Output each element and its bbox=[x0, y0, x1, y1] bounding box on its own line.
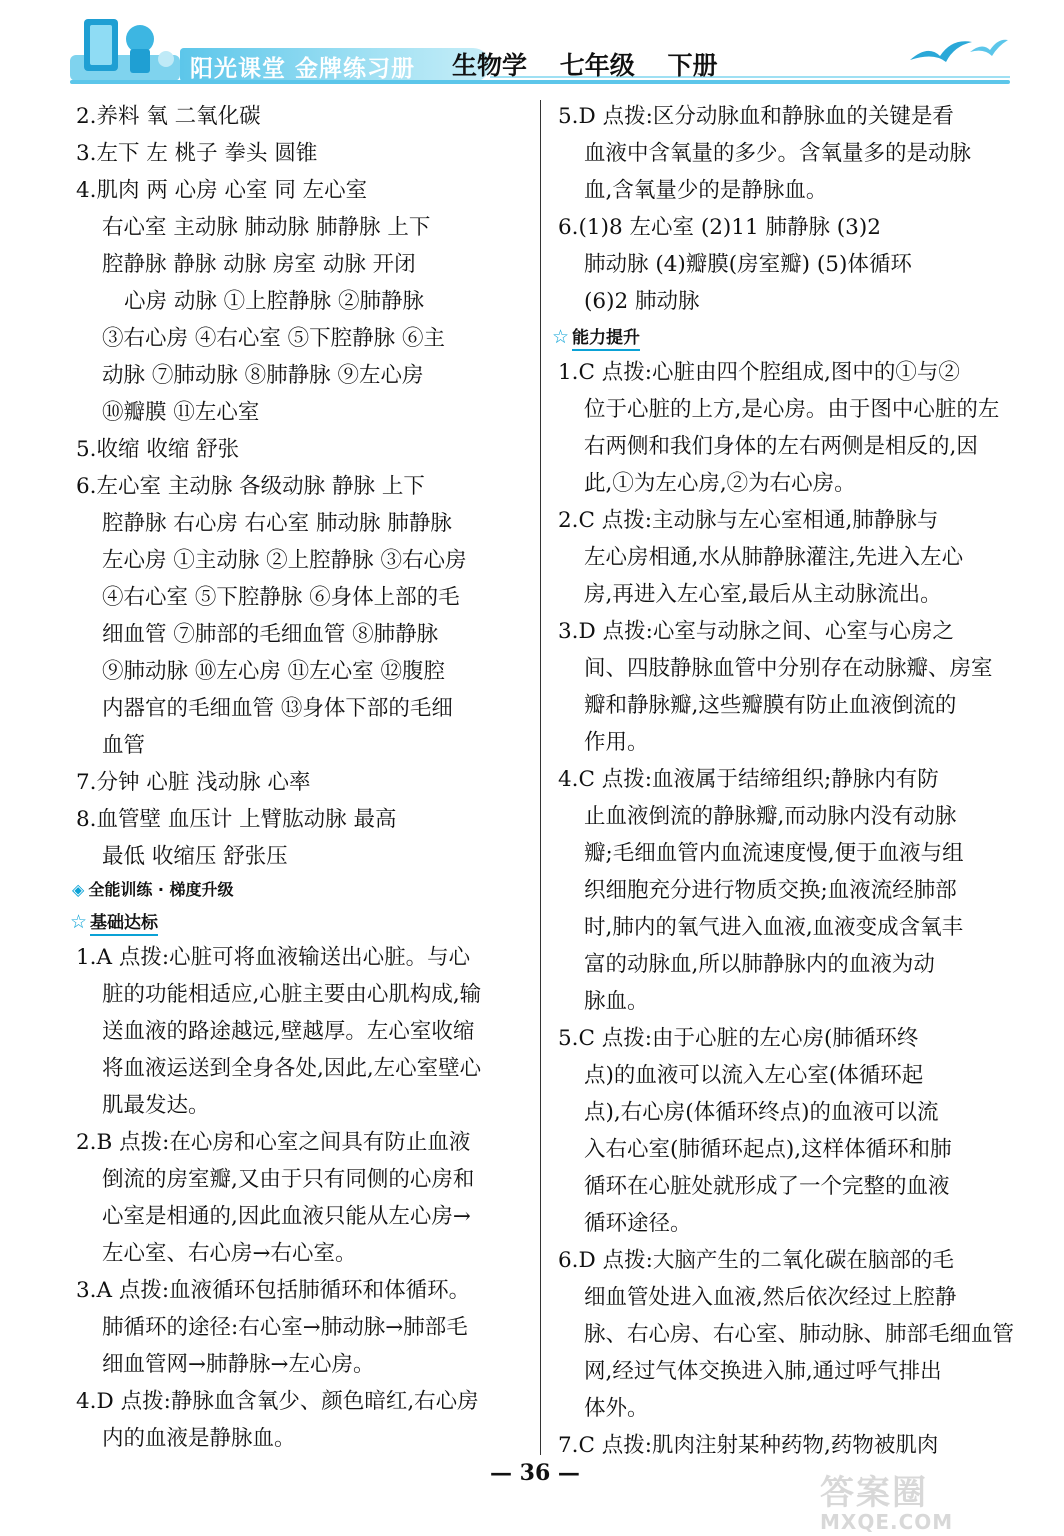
answer-line: 2.B 点拨:在心房和心室之间具有防止血液 bbox=[76, 1130, 471, 1155]
watermark-bottom: MXQE.COM bbox=[820, 1510, 954, 1534]
answer-line: 位于心脏的上方,是心房。由于图中心脏的左 bbox=[584, 397, 1000, 422]
answer-line: 细血管 ⑦肺部的毛细血管 ⑧肺静脉 bbox=[102, 622, 439, 647]
answer-line: 脉血。 bbox=[584, 989, 649, 1014]
answer-line: 入右心室(肺循环起点),这样体循环和肺 bbox=[584, 1137, 952, 1162]
page-number: — 36 — bbox=[490, 1460, 580, 1486]
answer-line: 2.C 点拨:主动脉与左心室相通,肺静脉与 bbox=[558, 508, 939, 533]
answer-list-fill bbox=[76, 98, 536, 875]
diamond-icon: ◈ bbox=[72, 880, 85, 899]
answer-line: 4.C 点拨:血液属于结缔组织;静脉内有防 bbox=[558, 767, 939, 792]
brand-title: 阳光课堂 金牌练习册 bbox=[190, 56, 416, 82]
answer-line: 4.肌肉 两 心房 心室 同 左心室 bbox=[76, 178, 368, 203]
answer-line: 送血液的路途越远,壁越厚。左心室收缩 bbox=[102, 1019, 475, 1044]
answer-line: 点)的血液可以流入左心室(体循环起 bbox=[584, 1063, 924, 1088]
answer-line: 细血管网→肺静脉→左心房。 bbox=[102, 1352, 375, 1377]
answer-line: ⑩瓣膜 ⑪左心室 bbox=[102, 400, 260, 425]
answer-line: (6)2 肺动脉 bbox=[584, 289, 700, 314]
answer-line: ⑨肺动脉 ⑩左心房 ⑪左心室 ⑫腹腔 bbox=[102, 659, 446, 684]
answer-line: 肺动脉 (4)瓣膜(房室瓣) (5)体循环 bbox=[584, 252, 912, 277]
answer-line: 血液中含氧量的多少。含氧量多的是动脉 bbox=[584, 141, 972, 166]
answer-line: 6.D 点拨:大脑产生的二氧化碳在脑部的毛 bbox=[558, 1248, 954, 1273]
volume-name: 下册 bbox=[667, 51, 718, 80]
answer-line: 此,①为左心房,②为右心房。 bbox=[584, 471, 856, 496]
answer-line: 最低 收缩压 舒张压 bbox=[102, 844, 288, 869]
birds-icon bbox=[900, 30, 1010, 70]
answer-line: 3.A 点拨:血液循环包括肺循环和体循环。 bbox=[76, 1278, 471, 1303]
answer-line: 腔静脉 静脉 动脉 房室 动脉 开闭 bbox=[102, 252, 416, 277]
answer-line: 富的动脉血,所以肺静脉内的血液为动 bbox=[584, 952, 935, 977]
right-column bbox=[552, 98, 1020, 1464]
answer-line: 8.血管壁 血压计 上臂肱动脉 最高 bbox=[76, 807, 397, 832]
answer-line: 血,含氧量少的是静脉血。 bbox=[584, 178, 828, 203]
answer-list-basic bbox=[76, 939, 536, 1457]
section-basic-heading: ☆ 基础达标 bbox=[70, 905, 536, 939]
answer-line: 3.左下 左 桃子 拳头 圆锥 bbox=[76, 141, 318, 166]
answer-line: 倒流的房室瓣,又由于只有同侧的心房和 bbox=[102, 1167, 475, 1192]
answer-line: 瓣和静脉瓣,这些瓣膜有防止血液倒流的 bbox=[584, 693, 957, 718]
answer-line: ③右心房 ④右心室 ⑤下腔静脉 ⑥主 bbox=[102, 326, 446, 351]
answer-line: 脏的功能相适应,心脏主要由心肌构成,输 bbox=[102, 982, 482, 1007]
book-logo-icon bbox=[70, 15, 180, 81]
answer-line: 6.左心室 主动脉 各级动脉 静脉 上下 bbox=[76, 474, 425, 499]
answer-line: 5.C 点拨:由于心脏的左心房(肺循环终 bbox=[558, 1026, 919, 1051]
answer-line: 5.D 点拨:区分动脉血和静脉血的关键是看 bbox=[558, 104, 954, 129]
answer-line: 将血液运送到全身各处,因此,左心室壁心 bbox=[102, 1056, 482, 1081]
section-strip: ◈ 全能训练 · 梯度升级 bbox=[72, 880, 234, 899]
answer-line: 止血液倒流的静脉瓣,而动脉内没有动脉 bbox=[584, 804, 957, 829]
answer-line: 房,再进入左心室,最后从主动脉流出。 bbox=[584, 582, 942, 607]
answer-line: 心室是相通的,因此血液只能从左心房→ bbox=[102, 1204, 471, 1229]
answer-line: 点),右心房(体循环终点)的血液可以流 bbox=[584, 1100, 939, 1125]
answer-line: 左心房 ①主动脉 ②上腔静脉 ③右心房 bbox=[102, 548, 467, 573]
answer-line: 织细胞充分进行物质交换;血液流经肺部 bbox=[584, 878, 957, 903]
answer-line: 循环在心脏处就形成了一个完整的血液 bbox=[584, 1174, 950, 1199]
answer-line: 7.C 点拨:肌肉注射某种药物,药物被肌肉 bbox=[558, 1433, 939, 1458]
grade-name: 七年级 bbox=[559, 51, 635, 80]
answer-line: 4.D 点拨:静脉血含氧少、颜色暗红,右心房 bbox=[76, 1389, 479, 1414]
answer-line: 左心房相通,水从肺静脉灌注,先进入左心 bbox=[584, 545, 964, 570]
answer-line: 血管 bbox=[102, 733, 146, 758]
answer-line: 1.C 点拨:心脏由四个腔组成,图中的①与② bbox=[558, 360, 960, 385]
answer-line: 细血管处进入血液,然后依次经过上腔静 bbox=[584, 1285, 957, 1310]
answer-line: 腔静脉 右心房 右心室 肺动脉 肺静脉 bbox=[102, 511, 452, 536]
answer-list-ability bbox=[558, 354, 1020, 1464]
subject-name: 生物学 bbox=[452, 51, 528, 80]
answer-line: 时,肺内的氧气进入血液,血液变成含氧丰 bbox=[584, 915, 964, 940]
left-column bbox=[70, 98, 536, 1457]
answer-line: 左心室、右心房→右心室。 bbox=[102, 1241, 357, 1266]
subject-line bbox=[452, 46, 741, 82]
answer-line: 作用。 bbox=[584, 730, 649, 755]
answer-line: 3.D 点拨:心室与动脉之间、心室与心房之 bbox=[558, 619, 954, 644]
answer-line: 间、四肢静脉血管中分别存在动脉瓣、房室 bbox=[584, 656, 993, 681]
answer-line: 网,经过气体交换进入肺,通过呼气排出 bbox=[584, 1359, 942, 1384]
answer-line: 右两侧和我们身体的左右两侧是相反的,因 bbox=[584, 434, 978, 459]
answer-line: 内器官的毛细血管 ⑬身体下部的毛细 bbox=[102, 696, 453, 721]
answer-line: 6.(1)8 左心室 (2)11 肺静脉 (3)2 bbox=[558, 215, 881, 240]
answer-line: 5.收缩 收缩 舒张 bbox=[76, 437, 240, 462]
answer-line: 内的血液是静脉血。 bbox=[102, 1426, 296, 1451]
answer-list-basic-cont bbox=[558, 98, 1020, 320]
column-divider bbox=[540, 100, 541, 1455]
page-header bbox=[60, 10, 1020, 90]
watermark-logo bbox=[820, 1465, 1030, 1534]
answer-line: 动脉 ⑦肺动脉 ⑧肺静脉 ⑨左心房 bbox=[102, 363, 424, 388]
answer-line: ④右心室 ⑤下腔静脉 ⑥身体上部的毛 bbox=[102, 585, 460, 610]
answer-line: 心房 动脉 ①上腔静脉 ②肺静脉 bbox=[124, 289, 425, 314]
star-icon: ☆ bbox=[70, 911, 88, 933]
answer-line: 7.分钟 心脏 浅动脉 心率 bbox=[76, 770, 311, 795]
watermark-top: 答案圈 bbox=[820, 1473, 928, 1513]
answer-line: 瓣;毛细血管内血流速度慢,便于血液与组 bbox=[584, 841, 964, 866]
answer-line: 体外。 bbox=[584, 1396, 649, 1421]
answer-line: 脉、右心房、右心室、肺动脉、肺部毛细血管 bbox=[584, 1322, 1015, 1347]
answer-line: 1.A 点拨:心脏可将血液输送出心脏。与心 bbox=[76, 945, 471, 970]
star-icon: ☆ bbox=[552, 326, 570, 348]
answer-line: 循环途径。 bbox=[584, 1211, 692, 1236]
answer-line: 2.养料 氧 二氧化碳 bbox=[76, 104, 261, 129]
answer-line: 肺循环的途径:右心室→肺动脉→肺部毛 bbox=[102, 1315, 468, 1340]
answer-line: 肌最发达。 bbox=[102, 1093, 210, 1118]
section-ability-heading: ☆ 能力提升 bbox=[552, 320, 1020, 354]
answer-line: 右心室 主动脉 肺动脉 肺静脉 上下 bbox=[102, 215, 431, 240]
